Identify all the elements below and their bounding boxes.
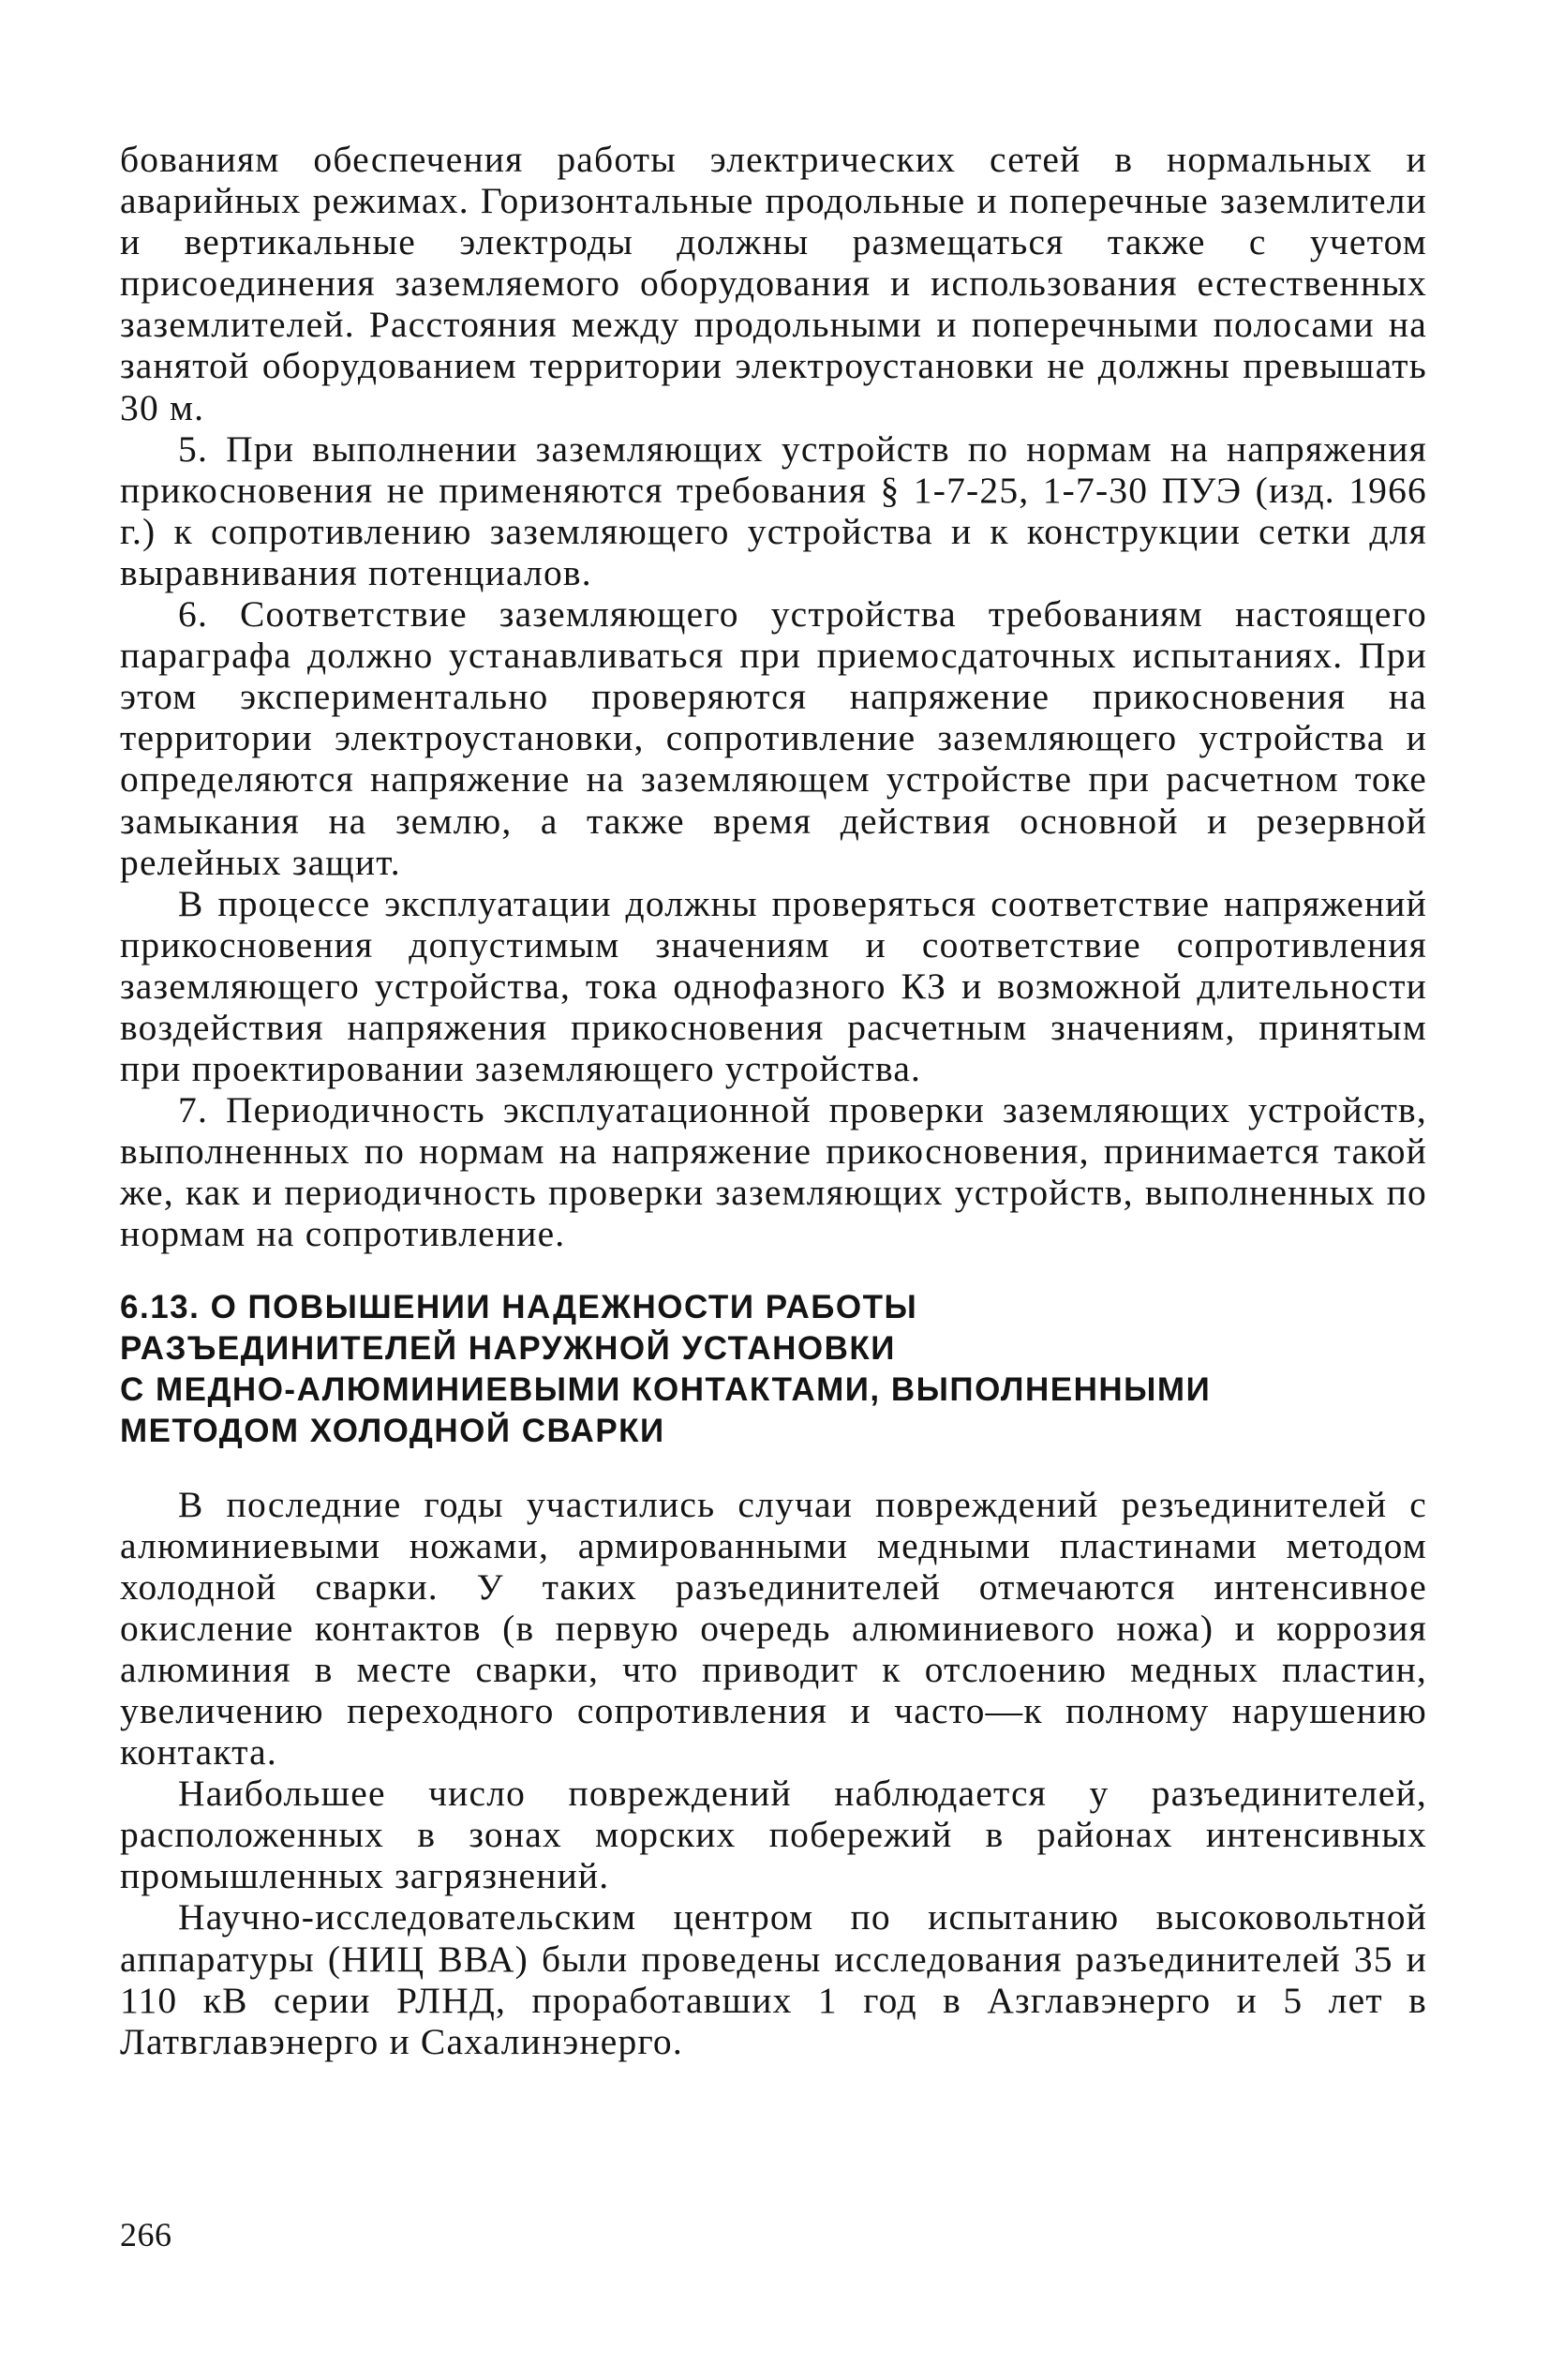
book-page <box>120 139 1427 2323</box>
section-heading-6-13 <box>120 1287 1427 1452</box>
paragraph-item-6-acceptance-tests: 6. Соответствие заземляющего устройства требованиям настоящего параграфа должно устанавливаться при приемосдаточных испытаниях. При этом экспериментально проверяются напряжение прикосновения на территории электроустановки, сопротивление заземляющего устройства и определяются напряжение на заземляющем устройстве при расчетном токе замыкания на землю, а также время действия основной и резервной релейных защит. <box>120 593 1427 883</box>
section-heading-line: МЕТОДОМ ХОЛОДНОЙ СВАРКИ <box>120 1412 665 1449</box>
paragraph-damage-locations: Наибольшее число повреждений наблюдается у разъединителей, расположенных в зонах морских побережий в районах интенсивных промышленных загрязнений. <box>120 1773 1427 1897</box>
section-heading-line: РАЗЪЕДИНИТЕЛЕЙ НАРУЖНОЙ УСТАНОВКИ <box>120 1329 896 1367</box>
paragraph-operation-checks: В процессе эксплуатации должны проверяться соответствие напряжений прикосновения допустимым значениям и соответствие сопротивления заземляющего устройства, тока однофазного КЗ и возможной длительности воздействия напряжения прикосновения расчетным значениям, принятым при проектировании заземляющего устройства. <box>120 882 1427 1090</box>
paragraph-item-5-touch-voltage-norms: 5. При выполнении заземляющих устройств по нормам на напряжения прикосновения не применяются требования § 1-7-25, 1-7-30 ПУЭ (изд. 1966 г.) к сопротивлению заземляющего устройства и к конструкции сетки для выравнивания потенциалов. <box>120 427 1427 593</box>
paragraph-item-7-check-periodicity: 7. Периодичность эксплуатационной проверки заземляющих устройств, выполненных по нормам на напряжение прикосновения, принимается такой же, как и периодичность проверки заземляющих устройств, выполненных по нормам на сопротивление. <box>120 1089 1427 1255</box>
section-heading-line: С МЕДНО-АЛЮМИНИЕВЫМИ КОНТАКТАМИ, ВЫПОЛНЕННЫМИ <box>120 1370 1212 1408</box>
paragraph-continuation-grounding-requirements: бованиям обеспечения работы электрических сетей в нормальных и аварийных режимах. Горизонтальные продольные и поперечные заземлители и вертикальные электроды должны размещаться также с учетом присоединения заземляемого оборудования и использования естественных заземлителей. Расстояния между продольными и поперечными полосами на занятой оборудованием территории электроустановки не должны превышать 30 м. <box>120 139 1427 428</box>
section-heading-line: 6.13. О ПОВЫШЕНИИ НАДЕЖНОСТИ РАБОТЫ <box>120 1288 918 1325</box>
page-number: 266 <box>120 2216 172 2253</box>
paragraph-research-center-tests: Научно-исследовательским центром по испытанию высоковольтной аппаратуры (НИЦ ВВА) были проведены исследования разъединителей 35 и 110 кВ серии РЛНД, проработавших 1 год в Азглавэнерго и 5 лет в Латвглавэнерго и Сахалинэнерго. <box>120 1896 1427 2062</box>
paragraph-disconnector-damage: В последние годы участились случаи повреждений резъединителей с алюминиевыми ножами, армированными медными пластинами методом холодной сварки. У таких разъединителей отмечаются интенсивное окисление контактов (в первую очередь алюминиевого ножа) и коррозия алюминия в месте сварки, что приводит к отслоению медных пластин, увеличению переходного сопротивления и часто—к полному нарушению контакта. <box>120 1483 1427 1774</box>
